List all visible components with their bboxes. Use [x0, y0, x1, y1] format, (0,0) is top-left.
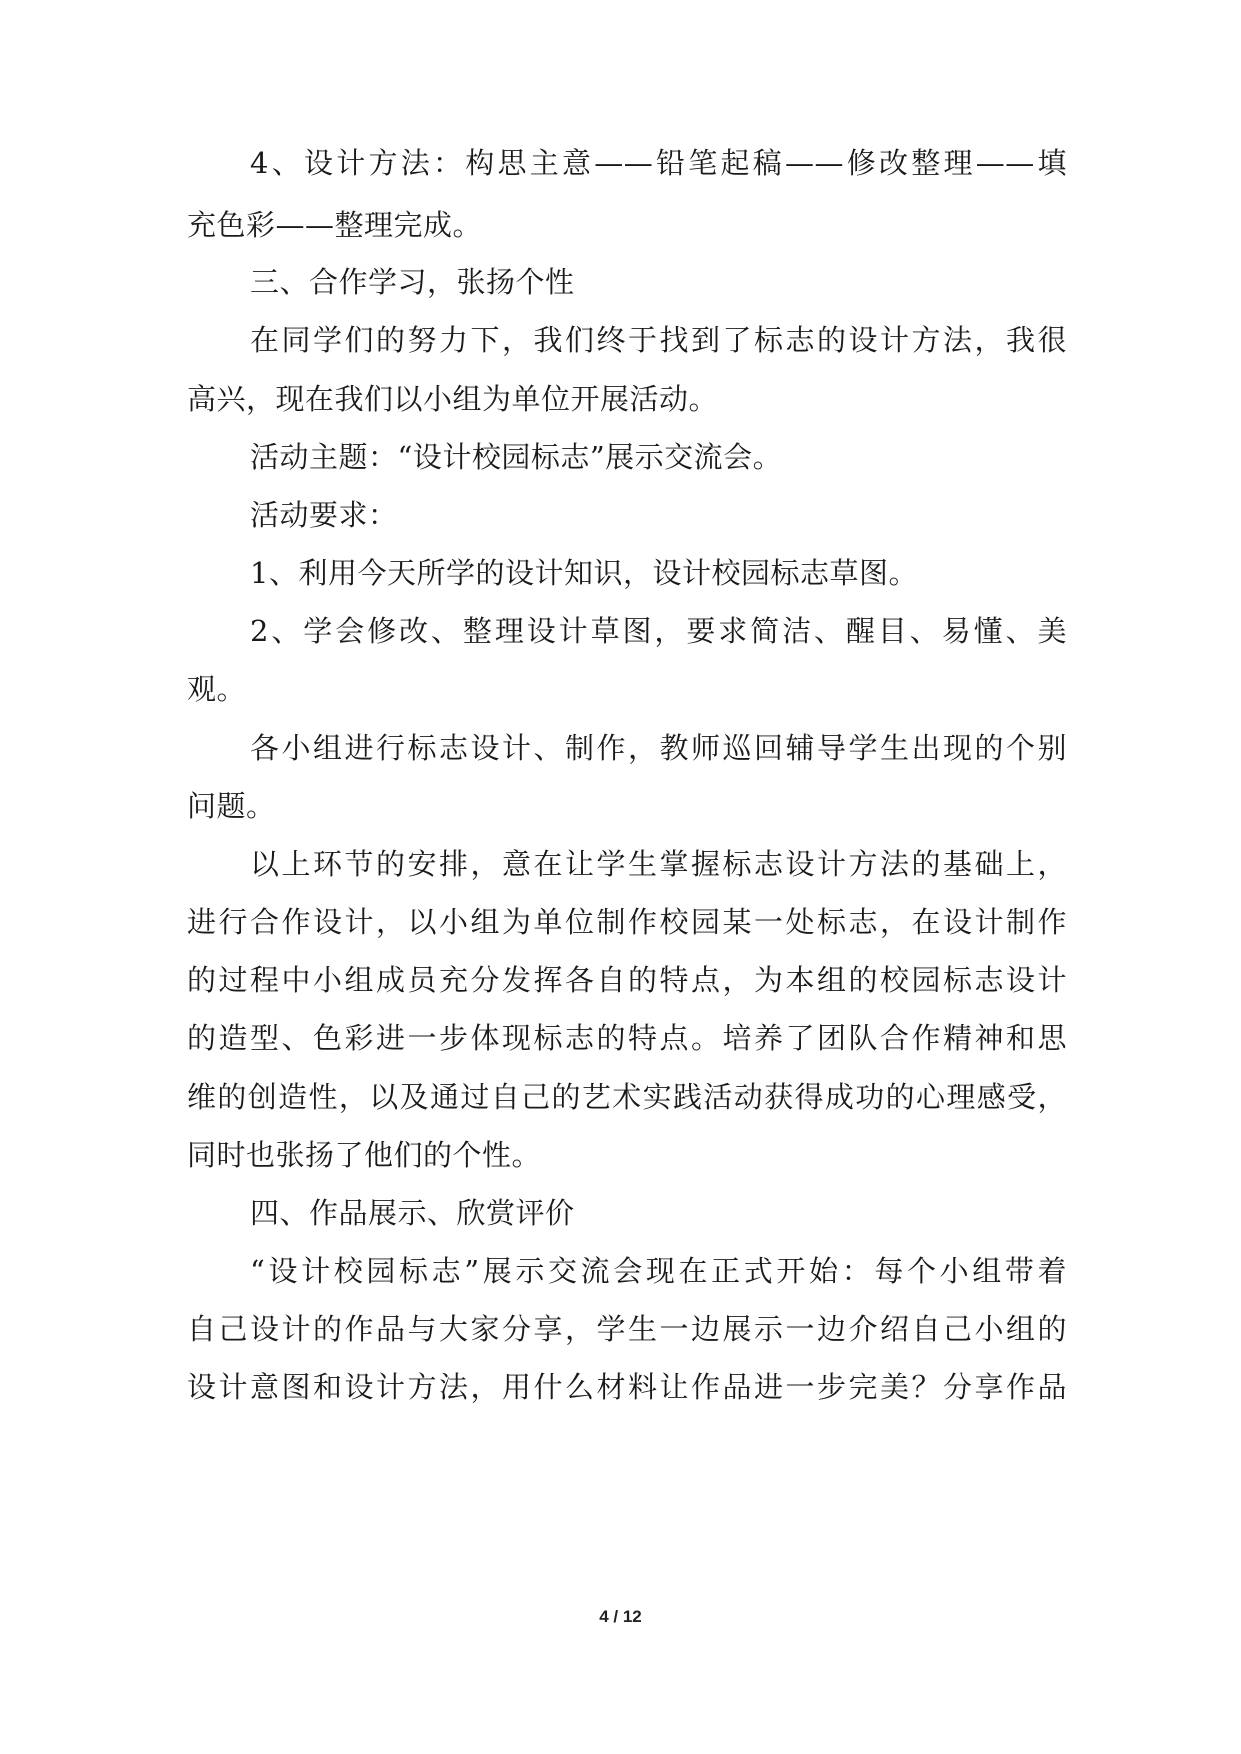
paragraph-line: 1、利用今天所学的设计知识，设计校园标志草图。 — [250, 556, 918, 590]
paragraph-line: 的造型、色彩进一步体现标志的特点。培养了团队合作精神和思 — [187, 1021, 1067, 1055]
paragraph-line: 2、学会修改、整理设计草图，要求简洁、醒目、易懂、美 — [250, 614, 1067, 648]
paragraph-line: 各小组进行标志设计、制作，教师巡回辅导学生出现的个别 — [250, 731, 1067, 765]
paragraph-line: 活动主题：“设计校园标志”展示交流会。 — [250, 440, 783, 474]
paragraph-line: 同时也张扬了他们的个性。 — [187, 1138, 542, 1172]
section-heading: 四、作品展示、欣赏评价 — [250, 1196, 575, 1230]
paragraph-line: 以上环节的安排，意在让学生掌握标志设计方法的基础上， — [250, 847, 1067, 881]
paragraph-line: 高兴，现在我们以小组为单位开展活动。 — [187, 382, 719, 416]
paragraph-line: 充色彩——整理完成。 — [187, 208, 483, 242]
paragraph-line: 4、设计方法：构思主意——铅笔起稿——修改整理——填 — [250, 146, 1067, 180]
paragraph-line: 在同学们的努力下，我们终于找到了标志的设计方法，我很 — [250, 323, 1067, 357]
paragraph-line: 的过程中小组成员充分发挥各自的特点，为本组的校园标志设计 — [187, 963, 1067, 997]
paragraph-line: 自己设计的作品与大家分享，学生一边展示一边介绍自己小组的 — [187, 1312, 1067, 1346]
paragraph-line: “设计校园标志”展示交流会现在正式开始：每个小组带着 — [250, 1254, 1067, 1288]
section-heading: 三、合作学习，张扬个性 — [250, 265, 575, 299]
paragraph-line: 设计意图和设计方法，用什么材料让作品进一步完美？分享作品 — [187, 1370, 1067, 1404]
paragraph-line: 问题。 — [187, 789, 276, 823]
paragraph-line: 维的创造性，以及通过自己的艺术实践活动获得成功的心理感受， — [187, 1080, 1067, 1114]
page-number: 4 / 12 — [599, 1607, 642, 1626]
paragraph-line: 观。 — [187, 672, 247, 706]
paragraph-line: 进行合作设计，以小组为单位制作校园某一处标志，在设计制作 — [187, 905, 1067, 939]
paragraph-line: 活动要求： — [250, 498, 398, 532]
